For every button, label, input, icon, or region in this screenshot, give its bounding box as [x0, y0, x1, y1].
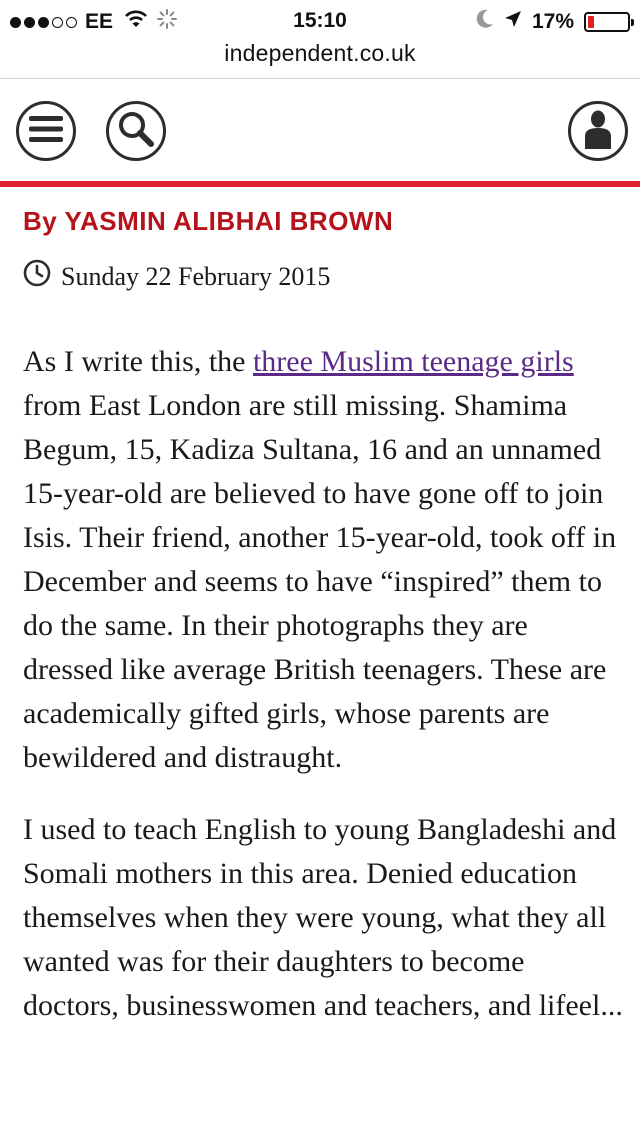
- battery-icon: [584, 12, 630, 32]
- site-header: [0, 79, 640, 183]
- status-time: 15:10: [293, 9, 347, 32]
- location-arrow-icon: [504, 10, 522, 34]
- account-button[interactable]: [568, 101, 628, 161]
- menu-button[interactable]: [16, 101, 76, 161]
- carrier-name: EE: [85, 10, 114, 33]
- user-icon: [582, 109, 614, 154]
- header-red-divider: [0, 181, 640, 187]
- battery-percent: 17%: [531, 10, 574, 33]
- article-date-text: Sunday 22 February 2015: [61, 261, 331, 291]
- article-date: [23, 259, 330, 294]
- paragraph-text: As I write this, the: [23, 345, 253, 378]
- battery-level-fill: [588, 16, 594, 28]
- url-text: independent.co.uk: [224, 40, 416, 66]
- search-icon: [117, 110, 155, 153]
- paragraph-text: from East London are still missing. Shamima Begum, 15, Kadiza Sultana, 16 and an unnamed 15-year-old are believed to have gone off to join Isis. Their friend, another 15-year-old, took off in December and seems to have “inspired” them to do the same. In their photographs they are dressed like average British teenagers. These are academically gifted girls, whose parents are bewildered and distraught.: [23, 389, 617, 774]
- clock-icon: [23, 259, 51, 294]
- article-paragraph: [23, 340, 623, 780]
- status-bar: [0, 0, 640, 40]
- status-bar-right: [476, 9, 630, 35]
- article-body: [23, 340, 623, 1056]
- article-byline: By YASMIN ALIBHAI BROWN: [23, 206, 394, 236]
- article-paragraph: I used to teach English to young Bangladeshi and Somali mothers in this area. Denied education themselves when they were young, what they all wanted was for their daughters to become doctors, businesswomen and teachers, and lifeel...: [23, 813, 623, 1022]
- moon-icon: [476, 9, 494, 35]
- hamburger-menu-icon: [29, 116, 63, 147]
- article-link-teenage-girls[interactable]: three Muslim teenage girls: [252, 345, 574, 378]
- address-bar[interactable]: [0, 36, 640, 79]
- search-button[interactable]: [106, 101, 166, 161]
